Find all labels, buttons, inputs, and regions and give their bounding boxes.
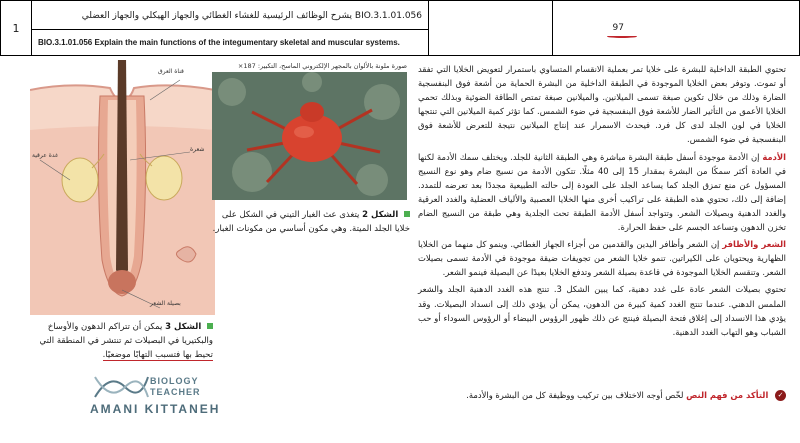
cell-divider <box>32 29 428 30</box>
caption-marker-icon <box>207 323 213 329</box>
hair-follicle-diagram <box>30 60 215 315</box>
objective-arabic: BIO.3.1.01.056 يشرح الوظائف الرئيسية للغشاء الغطائي والجهاز الهيكلي والجهاز العضلي <box>81 11 422 21</box>
logo-line-1: BIOLOGY <box>150 376 199 386</box>
figure-2-caption <box>210 208 410 236</box>
dust-mite-photo <box>212 72 407 200</box>
page-number: 97 <box>612 23 624 33</box>
reading-check-label: التأكد من فهم النص <box>686 390 769 400</box>
figure-3-text-b: تحيط بها فتسبب التهابًا موضعيًا. <box>102 350 213 360</box>
dermis-heading: الأدمة <box>762 151 787 162</box>
hair-paragraph-2: تحتوي بصيلات الشعر عادة على غدد دهنية، كما يبين الشكل 3. تنتج هذه الغدد الدهنية الجلد والشعر الملمس الدهني. عندما تنتج الغدد كمية كبيرة من الدهون، يمكن أن يؤدي ذلك إلى انسداد البصيلات. وقد يؤدي هذا الانسداد إلى إغلاق فتحة البصيلة فينتج عن ذلك ظهور الرؤوس البيضاء أو الرؤوس السوداء أو حب الشباب وهو التهاب الغدد الدهنية. <box>418 284 786 337</box>
logo-name: AMANI KITTANEH <box>90 402 221 416</box>
follicle-illustration <box>30 60 215 315</box>
figure-3-label: الشكل 3 <box>165 322 202 332</box>
diagram-label-4: بصيلة الشعر <box>150 300 181 307</box>
objective-english: BIO.3.1.01.056 Explain the main functions of the integumentary skeletal and muscular systems. <box>38 38 400 47</box>
diagram-label-3: غدة عرقية <box>32 152 59 159</box>
header-table <box>0 0 800 56</box>
figure-3-caption <box>28 320 213 362</box>
page-number-underline <box>607 35 637 38</box>
objective-cell <box>31 0 429 56</box>
checkmark-icon: ✓ <box>775 390 786 401</box>
logo-line-2: TEACHER <box>150 387 201 397</box>
row-number: 1 <box>12 21 20 35</box>
diagram-label-1: قناة العرق <box>158 68 184 75</box>
page-cell <box>552 0 800 56</box>
biology-teacher-logo <box>90 372 260 422</box>
diagram-label-2: شعرة <box>190 146 205 153</box>
logo-text-top <box>150 376 201 398</box>
caption-marker-icon <box>404 211 410 217</box>
main-text-column <box>418 62 786 342</box>
hair-paragraph <box>418 237 786 279</box>
blank-cell <box>428 0 553 56</box>
reading-check <box>418 388 786 402</box>
figure-2-label: الشكل 2 <box>362 210 399 220</box>
figure-2-text: يتغذى عث الغبار التيني في الشكل على خلايا الجلد الميتة. وهي مكون أساسي من مكونات الغبار. <box>212 210 410 234</box>
dermis-body: إن الأدمة موجودة أسفل طبقة البشرة مباشرة وهي الطبقة الثانية للجلد. ويختلف سمك الأدمة لكنها في العادة أكثر سمكًا من البشرة بمقدار 15 إلى 40 مثلًا. تتكون الأدمة من نسيج ضام وهو نوع النسيج المسؤول عن منع تمزق الجلد كما يساعد الجلد على العودة إلى حالته الطبيعية مجددًا بعد تعرضه للتمدد. إضافة إلى ذلك، تحتوي هذه الطبقة على تراكيب أخرى منها الخلايا العصبية والألياف العضلية والغدد العرقية والغدد الدهنية وبصيلات الشعر. وتتواجد أسفل الأدمة الطبقة تحت الجلدية وهي طبقة من النسيج الضام تخزن الدهون وتساعد الجسم على حفظ الحرارة. <box>418 151 786 233</box>
photo-caption: صورة ملونة بالألوان بالمجهر الإلكتروني الماسح، التكبير: 187× <box>237 62 407 70</box>
dna-icon <box>90 372 150 402</box>
dust-mite-image <box>212 72 407 200</box>
hair-nails-heading: الشعر والأظافر <box>722 239 786 250</box>
hair-body: إن الشعر وأظافر اليدين والقدمين من أجزاء الجهاز الغطائي. وينمو كل منهما من الخلايا الظهارية ويحتويان على الكيراتين. تنمو خلايا الشعر من تجويفات ضيقة موجودة في الأدمة تسمى بصيلات الشعر. وتنقسم الخلايا الموجودة في قاعدة بصيلة الشعر وتدفع الخلايا بعيدًا عن البصيلة فينمو الشعر. <box>418 239 786 278</box>
figure-3-text-a: يمكن أن تتراكم الدهون والأوساخ والبكتيريا في البصيلات ثم تنتشر في المنطقة التي <box>39 322 213 346</box>
row-number-cell <box>0 0 32 56</box>
epidermis-paragraph: تحتوي الطبقة الداخلية للبشرة على خلايا تمر بعملية الانقسام المتساوي باستمرار لتعويض الخلايا التي تفقد أو تموت. وتوفر بعض الخلايا الموجودة في الطبقة الداخلية من البشرة الحماية من أشعة فوق البنفسجية الضارة وذلك من خلال تكوين صبغة تسمى الميلانين. والميلانين صبغة تمتص الطاقة الضوئية وبذلك تحمي الخلايا الأعمق من التأثير الضار للأشعة فوق البنفسجية في ضوء الشمس. كما تؤثر كمية الميلانين التي تنتجها الخلايا في لون الجلد لدى كل فرد. فيحدث الاسمرار عند إنتاج الميلانين نتيجة للتعرض للأشعة فوق البنفسجية في ضوء الشمس. <box>418 64 786 145</box>
reading-check-text: لخّص أوجه الاختلاف بين تركيب ووظيفة كل من البشرة والأدمة. <box>466 390 684 400</box>
dermis-paragraph <box>418 150 786 235</box>
